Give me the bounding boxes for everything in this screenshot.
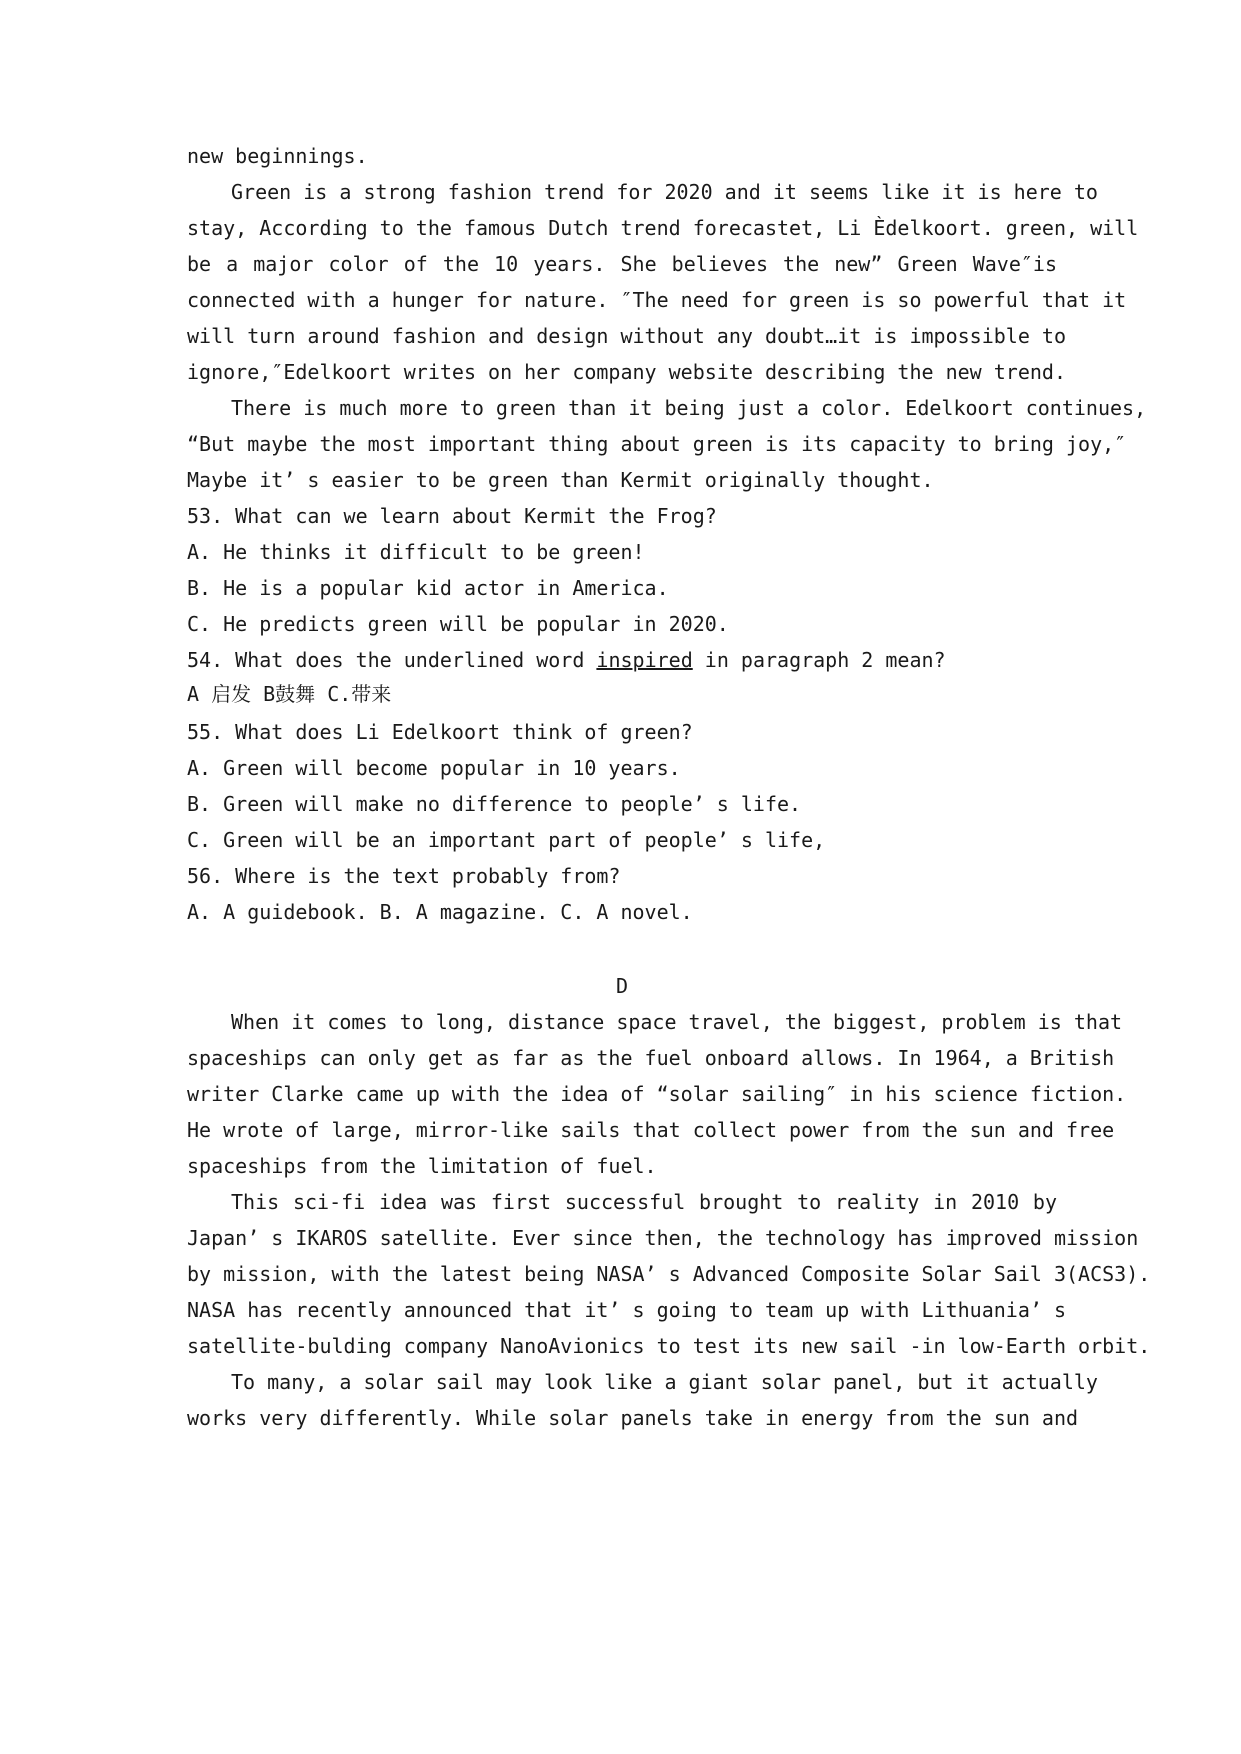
question-54-stem [187, 647, 1057, 673]
paragraph-line: stay, According to the famous Dutch trend forecastet, Li Èdelkoort. green, will [187, 216, 1139, 240]
paragraph-line: be a major color of the 10 years. She believes the new” Green Wave″is [187, 252, 1057, 276]
paragraph-line: Maybe it’ s easier to be green than Kermit originally thought. [187, 468, 934, 492]
question-55-stem: 55. What does Li Edelkoort think of green? [187, 720, 693, 744]
paragraph-line: When it comes to long, distance space travel, the biggest, problem is that [231, 1010, 1123, 1034]
paragraph-line: satellite-bulding company NanoAvionics to test its new sail -in low-Earth orbit. [187, 1334, 1151, 1358]
paragraph-line: Green is a strong fashion trend for 2020 and it seems like it is here to [231, 180, 1098, 204]
section-heading: D [615, 974, 629, 998]
question-55-option-b: B. Green will make no difference to people’ s life. [187, 792, 802, 816]
question-53-option-b: B. He is a popular kid actor in America. [187, 576, 669, 600]
paragraph-line: This sci-fi idea was first successful brought to reality in 2010 by [231, 1190, 1057, 1214]
question-54-options: A 启发 B鼓舞 C.带来 [187, 682, 392, 706]
paragraph-line: He wrote of large, mirror-like sails that collect power from the sun and free [187, 1118, 1115, 1142]
question-56-stem: 56. Where is the text probably from? [187, 864, 621, 888]
question-53-option-c: C. He predicts green will be popular in 2020. [187, 612, 729, 636]
underlined-word: inspired [596, 648, 693, 672]
paragraph-line: writer Clarke came up with the idea of “solar sailing″ in his science fiction. [187, 1082, 1127, 1106]
paragraph-line: Japan’ s IKAROS satellite. Ever since then, the technology has improved mission [187, 1226, 1139, 1250]
paragraph-line: new beginnings. [187, 144, 368, 168]
question-54-stem-start: 54. What does the underlined word [187, 648, 597, 672]
paragraph-line: by mission, with the latest being NASA’ s Advanced Composite Solar Sail 3(ACS3). [187, 1262, 1151, 1286]
question-53-stem: 53. What can we learn about Kermit the Frog? [187, 504, 717, 528]
paragraph-line: works very differently. While solar panels take in energy from the sun and [187, 1406, 1079, 1430]
paragraph-line: “But maybe the most important thing about green is its capacity to bring joy,″ [187, 432, 1127, 456]
question-54-stem-end: in paragraph 2 mean? [692, 648, 946, 672]
paragraph-line: spaceships from the limitation of fuel. [187, 1154, 657, 1178]
question-56-options: A. A guidebook. B. A magazine. C. A novel. [187, 900, 693, 924]
question-53-option-a: A. He thinks it difficult to be green! [187, 540, 645, 564]
paragraph-line: will turn around fashion and design without any doubt…it is impossible to [187, 324, 1066, 348]
paragraph-line: There is much more to green than it being just a color. Edelkoort continues, [231, 396, 1147, 420]
paragraph-line: connected with a hunger for nature. ″The need for green is so powerful that it [187, 288, 1127, 312]
question-55-option-c: C. Green will be an important part of people’ s life, [187, 828, 826, 852]
paragraph-line: spaceships can only get as far as the fuel onboard allows. In 1964, a British [187, 1046, 1115, 1070]
paragraph-line: NASA has recently announced that it’ s going to team up with Lithuania’ s [187, 1298, 1066, 1322]
question-55-option-a: A. Green will become popular in 10 years. [187, 756, 681, 780]
paragraph-line: ignore,″Edelkoort writes on her company website describing the new trend. [187, 360, 1066, 384]
paragraph-line: To many, a solar sail may look like a giant solar panel, but it actually [231, 1370, 1098, 1394]
